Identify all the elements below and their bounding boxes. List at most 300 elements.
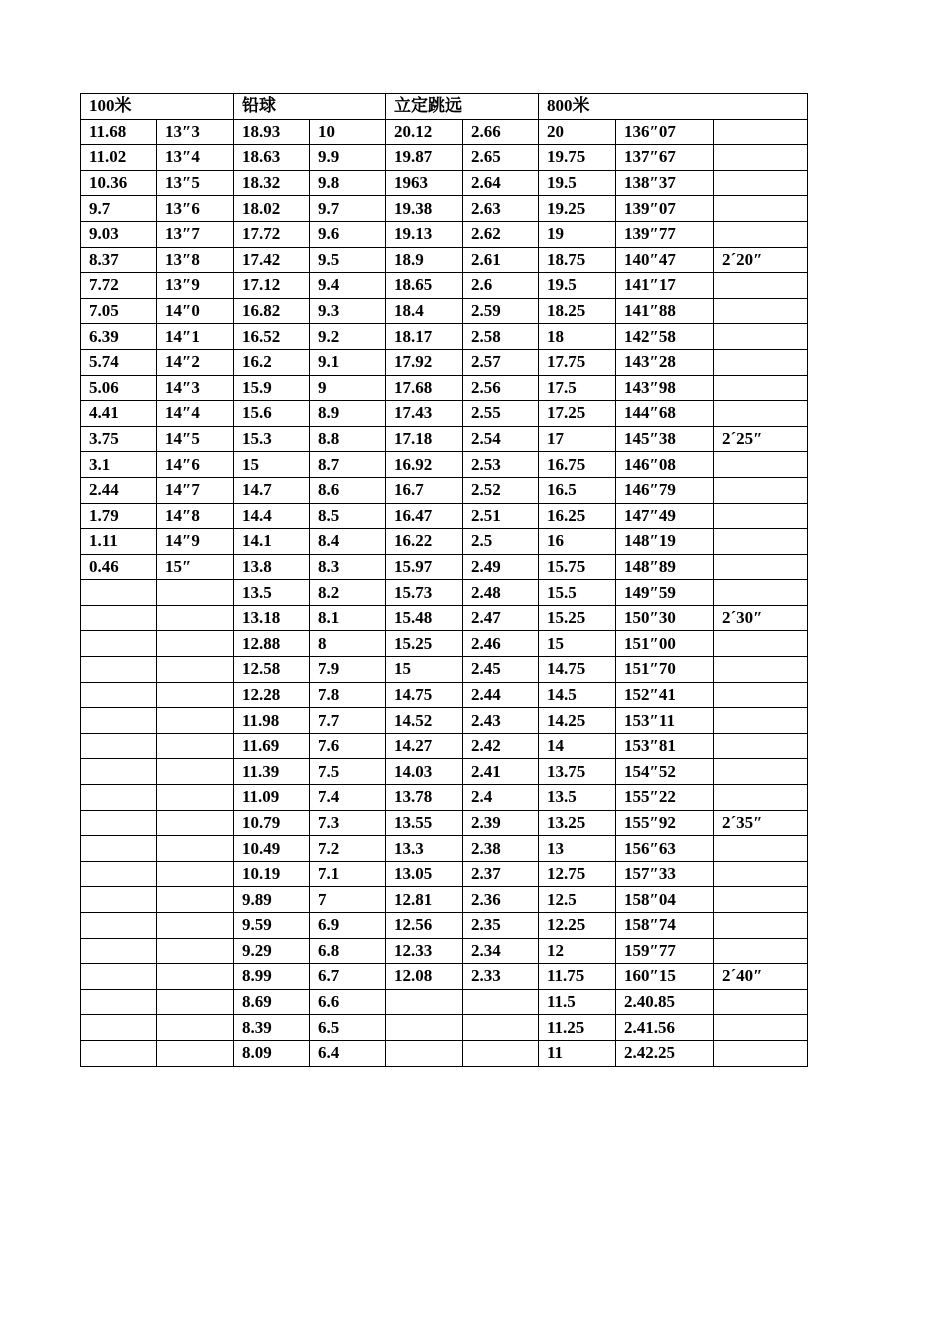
cell-shotput-distance: 9.7 — [310, 196, 386, 222]
cell-800m-time: 144″68 — [616, 401, 714, 427]
cell-longjump-distance: 2.6 — [463, 273, 539, 299]
cell-longjump-distance — [463, 1015, 539, 1041]
cell-shotput-distance: 7.5 — [310, 759, 386, 785]
cell-800m-note — [714, 554, 808, 580]
table-row — [81, 913, 808, 939]
cell-longjump-distance: 2.41 — [463, 759, 539, 785]
cell-100m-time — [157, 964, 234, 990]
cell-shotput-distance: 8.5 — [310, 503, 386, 529]
cell-shotput-distance: 7 — [310, 887, 386, 913]
cell-longjump-distance: 2.46 — [463, 631, 539, 657]
cell-800m-time: 153″81 — [616, 733, 714, 759]
cell-800m-time: 150″30 — [616, 605, 714, 631]
cell-shotput-distance: 10 — [310, 119, 386, 145]
cell-100m-time: 13″6 — [157, 196, 234, 222]
cell-shotput-score: 9.89 — [234, 887, 310, 913]
cell-800m-time: 148″89 — [616, 554, 714, 580]
cell-longjump-distance: 2.55 — [463, 401, 539, 427]
cell-800m-time: 139″07 — [616, 196, 714, 222]
cell-100m-score — [81, 605, 157, 631]
cell-800m-note — [714, 708, 808, 734]
table-row — [81, 503, 808, 529]
cell-longjump-score: 13.3 — [386, 836, 463, 862]
cell-longjump-score: 14.75 — [386, 682, 463, 708]
cell-longjump-score: 1963 — [386, 170, 463, 196]
cell-100m-time — [157, 785, 234, 811]
cell-100m-score — [81, 887, 157, 913]
cell-800m-score: 13 — [539, 836, 616, 862]
cell-longjump-distance: 2.66 — [463, 119, 539, 145]
cell-longjump-distance: 2.37 — [463, 861, 539, 887]
cell-longjump-distance: 2.54 — [463, 426, 539, 452]
cell-longjump-distance: 2.43 — [463, 708, 539, 734]
header-shotput: 铅球 — [234, 94, 386, 120]
cell-100m-score: 2.44 — [81, 477, 157, 503]
cell-800m-time: 160″15 — [616, 964, 714, 990]
cell-100m-time: 15″ — [157, 554, 234, 580]
cell-800m-time: 142″58 — [616, 324, 714, 350]
cell-longjump-distance: 2.33 — [463, 964, 539, 990]
cell-shotput-score: 14.4 — [234, 503, 310, 529]
cell-100m-time — [157, 861, 234, 887]
cell-800m-score: 12.25 — [539, 913, 616, 939]
cell-shotput-score: 10.79 — [234, 810, 310, 836]
cell-800m-score: 11 — [539, 1040, 616, 1066]
cell-100m-score: 0.46 — [81, 554, 157, 580]
cell-800m-note — [714, 1040, 808, 1066]
cell-shotput-distance: 8.1 — [310, 605, 386, 631]
cell-800m-score: 19 — [539, 221, 616, 247]
cell-800m-note — [714, 401, 808, 427]
cell-100m-score: 9.7 — [81, 196, 157, 222]
cell-100m-time — [157, 989, 234, 1015]
table-row — [81, 221, 808, 247]
cell-800m-note: 2´20″ — [714, 247, 808, 273]
cell-longjump-distance: 2.52 — [463, 477, 539, 503]
cell-800m-note — [714, 785, 808, 811]
cell-100m-score — [81, 861, 157, 887]
cell-100m-time — [157, 810, 234, 836]
cell-100m-time — [157, 682, 234, 708]
cell-800m-note — [714, 221, 808, 247]
cell-100m-score — [81, 580, 157, 606]
table-row — [81, 836, 808, 862]
cell-shotput-distance: 6.9 — [310, 913, 386, 939]
cell-100m-score — [81, 785, 157, 811]
header-100m: 100米 — [81, 94, 234, 120]
cell-longjump-distance: 2.42 — [463, 733, 539, 759]
cell-longjump-distance: 2.65 — [463, 145, 539, 171]
cell-shotput-distance: 7.7 — [310, 708, 386, 734]
cell-800m-time: 153″11 — [616, 708, 714, 734]
cell-800m-score: 12 — [539, 938, 616, 964]
cell-100m-score — [81, 836, 157, 862]
cell-longjump-score: 13.05 — [386, 861, 463, 887]
cell-longjump-distance: 2.39 — [463, 810, 539, 836]
cell-800m-note — [714, 682, 808, 708]
cell-800m-time: 141″17 — [616, 273, 714, 299]
table-row — [81, 477, 808, 503]
cell-shotput-distance: 9.1 — [310, 349, 386, 375]
cell-longjump-distance: 2.45 — [463, 657, 539, 683]
cell-800m-note — [714, 887, 808, 913]
cell-100m-time: 13″7 — [157, 221, 234, 247]
cell-longjump-distance: 2.57 — [463, 349, 539, 375]
cell-longjump-score: 16.92 — [386, 452, 463, 478]
table-row — [81, 1040, 808, 1066]
cell-800m-time: 2.42.25 — [616, 1040, 714, 1066]
cell-800m-time: 149″59 — [616, 580, 714, 606]
cell-800m-note — [714, 196, 808, 222]
table-row — [81, 247, 808, 273]
cell-shotput-distance: 9.6 — [310, 221, 386, 247]
cell-longjump-distance: 2.48 — [463, 580, 539, 606]
cell-shotput-score: 8.09 — [234, 1040, 310, 1066]
cell-800m-note — [714, 477, 808, 503]
cell-800m-time: 146″08 — [616, 452, 714, 478]
table-row — [81, 119, 808, 145]
cell-800m-score: 15.25 — [539, 605, 616, 631]
cell-800m-score: 17.75 — [539, 349, 616, 375]
table-row — [81, 708, 808, 734]
cell-longjump-distance — [463, 989, 539, 1015]
cell-100m-time: 14″3 — [157, 375, 234, 401]
cell-longjump-score: 17.43 — [386, 401, 463, 427]
cell-800m-time: 152″41 — [616, 682, 714, 708]
cell-shotput-distance: 6.6 — [310, 989, 386, 1015]
cell-shotput-distance: 9 — [310, 375, 386, 401]
cell-longjump-score: 15.25 — [386, 631, 463, 657]
cell-longjump-score: 15 — [386, 657, 463, 683]
table-row — [81, 785, 808, 811]
cell-800m-note — [714, 836, 808, 862]
cell-shotput-score: 18.32 — [234, 170, 310, 196]
cell-100m-score: 10.36 — [81, 170, 157, 196]
cell-800m-time: 155″22 — [616, 785, 714, 811]
cell-longjump-score: 19.87 — [386, 145, 463, 171]
cell-shotput-distance: 9.8 — [310, 170, 386, 196]
table-row — [81, 529, 808, 555]
cell-shotput-distance: 9.9 — [310, 145, 386, 171]
cell-100m-time: 14″4 — [157, 401, 234, 427]
cell-800m-time: 143″98 — [616, 375, 714, 401]
cell-800m-score: 11.75 — [539, 964, 616, 990]
cell-shotput-score: 11.98 — [234, 708, 310, 734]
cell-longjump-distance: 2.56 — [463, 375, 539, 401]
table-row — [81, 298, 808, 324]
table-row — [81, 682, 808, 708]
cell-shotput-distance: 7.3 — [310, 810, 386, 836]
cell-100m-score: 7.72 — [81, 273, 157, 299]
cell-100m-score: 3.75 — [81, 426, 157, 452]
cell-shotput-score: 15.9 — [234, 375, 310, 401]
cell-800m-score: 13.5 — [539, 785, 616, 811]
cell-100m-time: 13″5 — [157, 170, 234, 196]
cell-longjump-score: 18.65 — [386, 273, 463, 299]
cell-800m-note — [714, 170, 808, 196]
cell-longjump-distance — [463, 1040, 539, 1066]
cell-longjump-score: 12.33 — [386, 938, 463, 964]
cell-100m-time: 13″4 — [157, 145, 234, 171]
cell-800m-time: 158″74 — [616, 913, 714, 939]
cell-100m-time — [157, 708, 234, 734]
cell-100m-score — [81, 657, 157, 683]
table-row — [81, 349, 808, 375]
table-row — [81, 938, 808, 964]
cell-100m-score: 7.05 — [81, 298, 157, 324]
cell-shotput-distance: 9.4 — [310, 273, 386, 299]
cell-800m-note — [714, 119, 808, 145]
cell-longjump-distance: 2.36 — [463, 887, 539, 913]
cell-100m-score — [81, 1040, 157, 1066]
cell-shotput-distance: 8.7 — [310, 452, 386, 478]
cell-shotput-distance: 6.4 — [310, 1040, 386, 1066]
table-row — [81, 554, 808, 580]
cell-800m-note: 2´35″ — [714, 810, 808, 836]
cell-800m-time: 138″37 — [616, 170, 714, 196]
cell-800m-time: 139″77 — [616, 221, 714, 247]
cell-100m-time: 14″5 — [157, 426, 234, 452]
cell-longjump-score: 14.03 — [386, 759, 463, 785]
cell-longjump-distance: 2.35 — [463, 913, 539, 939]
cell-800m-score: 14.5 — [539, 682, 616, 708]
cell-longjump-distance: 2.64 — [463, 170, 539, 196]
cell-100m-time: 14″8 — [157, 503, 234, 529]
cell-800m-note — [714, 145, 808, 171]
cell-100m-score — [81, 759, 157, 785]
cell-800m-note — [714, 759, 808, 785]
cell-100m-time — [157, 759, 234, 785]
cell-100m-score: 5.74 — [81, 349, 157, 375]
cell-100m-score — [81, 938, 157, 964]
cell-800m-note — [714, 938, 808, 964]
cell-shotput-distance: 8 — [310, 631, 386, 657]
cell-800m-time: 2.40.85 — [616, 989, 714, 1015]
cell-shotput-score: 18.02 — [234, 196, 310, 222]
cell-longjump-score — [386, 1040, 463, 1066]
cell-100m-score — [81, 708, 157, 734]
cell-longjump-score: 15.73 — [386, 580, 463, 606]
cell-shotput-distance: 8.6 — [310, 477, 386, 503]
cell-longjump-score: 18.17 — [386, 324, 463, 350]
cell-100m-time — [157, 913, 234, 939]
cell-shotput-score: 18.93 — [234, 119, 310, 145]
cell-800m-score: 16.25 — [539, 503, 616, 529]
table-row — [81, 759, 808, 785]
cell-shotput-score: 10.19 — [234, 861, 310, 887]
cell-100m-score — [81, 913, 157, 939]
cell-800m-time: 137″67 — [616, 145, 714, 171]
cell-100m-score: 6.39 — [81, 324, 157, 350]
cell-800m-time: 159″77 — [616, 938, 714, 964]
cell-longjump-score: 15.97 — [386, 554, 463, 580]
cell-shotput-score: 16.2 — [234, 349, 310, 375]
header-standing-long-jump: 立定跳远 — [386, 94, 539, 120]
cell-800m-score: 18 — [539, 324, 616, 350]
cell-100m-score: 9.03 — [81, 221, 157, 247]
cell-longjump-score: 12.08 — [386, 964, 463, 990]
cell-shotput-score: 17.72 — [234, 221, 310, 247]
cell-100m-score — [81, 989, 157, 1015]
cell-800m-time: 148″19 — [616, 529, 714, 555]
cell-100m-time — [157, 657, 234, 683]
cell-shotput-distance: 8.9 — [310, 401, 386, 427]
cell-800m-score: 11.25 — [539, 1015, 616, 1041]
cell-shotput-distance: 8.2 — [310, 580, 386, 606]
cell-800m-note — [714, 989, 808, 1015]
cell-800m-time: 147″49 — [616, 503, 714, 529]
cell-longjump-score: 18.9 — [386, 247, 463, 273]
cell-800m-note — [714, 503, 808, 529]
cell-shotput-score: 9.59 — [234, 913, 310, 939]
cell-800m-score: 17 — [539, 426, 616, 452]
cell-800m-score: 15.5 — [539, 580, 616, 606]
cell-100m-time: 13″8 — [157, 247, 234, 273]
table-row — [81, 1015, 808, 1041]
cell-100m-time — [157, 836, 234, 862]
cell-800m-time: 146″79 — [616, 477, 714, 503]
cell-shotput-score: 10.49 — [234, 836, 310, 862]
cell-shotput-score: 8.69 — [234, 989, 310, 1015]
cell-800m-time: 145″38 — [616, 426, 714, 452]
cell-800m-note — [714, 529, 808, 555]
cell-100m-time: 14″2 — [157, 349, 234, 375]
cell-100m-score — [81, 810, 157, 836]
cell-100m-time — [157, 1040, 234, 1066]
table-row — [81, 733, 808, 759]
cell-longjump-distance: 2.44 — [463, 682, 539, 708]
cell-800m-score: 14 — [539, 733, 616, 759]
table-row — [81, 605, 808, 631]
cell-shotput-score: 17.42 — [234, 247, 310, 273]
table-row — [81, 170, 808, 196]
cell-100m-score: 4.41 — [81, 401, 157, 427]
cell-800m-note: 2´40″ — [714, 964, 808, 990]
cell-longjump-score: 16.22 — [386, 529, 463, 555]
cell-shotput-score: 13.5 — [234, 580, 310, 606]
cell-shotput-score: 12.28 — [234, 682, 310, 708]
cell-longjump-distance: 2.5 — [463, 529, 539, 555]
cell-longjump-distance: 2.38 — [463, 836, 539, 862]
cell-800m-time: 154″52 — [616, 759, 714, 785]
cell-shotput-distance: 6.8 — [310, 938, 386, 964]
header-800m: 800米 — [539, 94, 808, 120]
cell-800m-note — [714, 913, 808, 939]
cell-longjump-score: 14.52 — [386, 708, 463, 734]
cell-shotput-distance: 6.7 — [310, 964, 386, 990]
table-row — [81, 861, 808, 887]
cell-800m-note — [714, 273, 808, 299]
cell-800m-score: 13.75 — [539, 759, 616, 785]
cell-longjump-distance: 2.61 — [463, 247, 539, 273]
cell-100m-time — [157, 605, 234, 631]
cell-800m-note — [714, 580, 808, 606]
cell-longjump-distance: 2.58 — [463, 324, 539, 350]
cell-800m-note — [714, 375, 808, 401]
cell-longjump-score — [386, 989, 463, 1015]
cell-800m-score: 20 — [539, 119, 616, 145]
table-row — [81, 375, 808, 401]
cell-800m-score: 19.25 — [539, 196, 616, 222]
cell-shotput-score: 18.63 — [234, 145, 310, 171]
cell-shotput-distance: 9.5 — [310, 247, 386, 273]
cell-100m-score — [81, 682, 157, 708]
cell-800m-score: 19.75 — [539, 145, 616, 171]
cell-shotput-distance: 7.4 — [310, 785, 386, 811]
cell-shotput-distance: 8.8 — [310, 426, 386, 452]
cell-800m-time: 151″00 — [616, 631, 714, 657]
cell-100m-score: 3.1 — [81, 452, 157, 478]
table-row — [81, 657, 808, 683]
cell-800m-note: 2´30″ — [714, 605, 808, 631]
cell-100m-score — [81, 733, 157, 759]
cell-longjump-distance: 2.63 — [463, 196, 539, 222]
table-row — [81, 989, 808, 1015]
cell-800m-time: 143″28 — [616, 349, 714, 375]
cell-longjump-score: 12.81 — [386, 887, 463, 913]
cell-800m-time: 158″04 — [616, 887, 714, 913]
cell-800m-score: 12.75 — [539, 861, 616, 887]
cell-shotput-distance: 7.2 — [310, 836, 386, 862]
table-row — [81, 580, 808, 606]
cell-800m-note — [714, 452, 808, 478]
cell-800m-note — [714, 733, 808, 759]
header-row — [81, 94, 808, 120]
cell-100m-time: 14″7 — [157, 477, 234, 503]
cell-100m-time: 13″9 — [157, 273, 234, 299]
cell-800m-score: 11.5 — [539, 989, 616, 1015]
cell-800m-score: 18.75 — [539, 247, 616, 273]
cell-800m-score: 17.5 — [539, 375, 616, 401]
cell-100m-score: 1.79 — [81, 503, 157, 529]
cell-longjump-distance: 2.62 — [463, 221, 539, 247]
cell-shotput-score: 15.6 — [234, 401, 310, 427]
cell-100m-score: 8.37 — [81, 247, 157, 273]
cell-longjump-score: 14.27 — [386, 733, 463, 759]
cell-longjump-distance: 2.4 — [463, 785, 539, 811]
cell-shotput-score: 12.88 — [234, 631, 310, 657]
cell-800m-score: 14.25 — [539, 708, 616, 734]
cell-shotput-score: 11.09 — [234, 785, 310, 811]
cell-longjump-distance: 2.59 — [463, 298, 539, 324]
table-row — [81, 631, 808, 657]
cell-longjump-score: 16.7 — [386, 477, 463, 503]
cell-800m-score: 16.5 — [539, 477, 616, 503]
cell-800m-time: 156″63 — [616, 836, 714, 862]
table-row — [81, 452, 808, 478]
cell-shotput-score: 8.99 — [234, 964, 310, 990]
cell-800m-score: 16.75 — [539, 452, 616, 478]
cell-longjump-score: 17.18 — [386, 426, 463, 452]
cell-shotput-distance: 9.3 — [310, 298, 386, 324]
cell-800m-time: 136″07 — [616, 119, 714, 145]
cell-longjump-score: 17.92 — [386, 349, 463, 375]
cell-longjump-score: 13.78 — [386, 785, 463, 811]
cell-100m-time: 14″1 — [157, 324, 234, 350]
cell-shotput-distance: 7.9 — [310, 657, 386, 683]
cell-longjump-score: 19.13 — [386, 221, 463, 247]
cell-800m-score: 15.75 — [539, 554, 616, 580]
cell-800m-time: 140″47 — [616, 247, 714, 273]
cell-800m-time: 151″70 — [616, 657, 714, 683]
cell-800m-score: 19.5 — [539, 170, 616, 196]
table-row — [81, 196, 808, 222]
cell-shotput-score: 14.1 — [234, 529, 310, 555]
cell-longjump-score: 13.55 — [386, 810, 463, 836]
table-row — [81, 426, 808, 452]
cell-longjump-distance: 2.34 — [463, 938, 539, 964]
cell-800m-note — [714, 657, 808, 683]
